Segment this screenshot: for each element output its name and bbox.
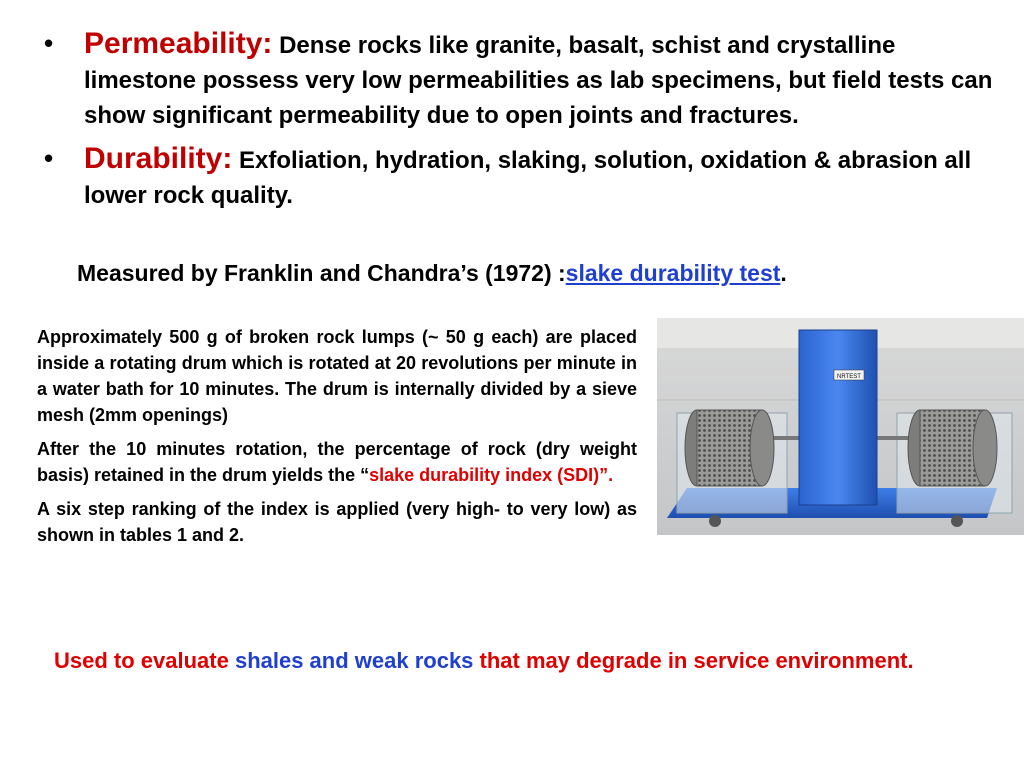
bullet-list [44,26,1004,213]
measured-prefix: Measured by Franklin and Chandra’s (1972) : [77,260,566,286]
slake-durability-test-link[interactable]: slake durability test [565,260,781,286]
bullet-dot: • [44,143,54,173]
durability-term: Durability: [84,142,233,175]
bullet-permeability [44,26,1004,133]
bullet-dot: • [44,28,54,58]
measured-suffix: . [780,260,787,286]
description-block [37,324,637,556]
sdi-paragraph [37,436,637,488]
bullet-durability [44,141,1004,213]
permeability-text: Dense rocks like granite, basalt, schist and crystalline limestone possess very low permeabilities as lab specimens, but field tests can show significant permeability due to open joints and fractures. [84,32,993,129]
slake-durability-apparatus-photo [657,318,1024,535]
durability-text: Exfoliation, hydration, slaking, solution, oxidation & abrasion all lower rock quality. [84,147,972,209]
usage-text-2: that may degrade in service environment. [473,648,914,673]
usage-note [54,646,954,676]
usage-highlight: shales and weak rocks [234,648,474,673]
ranking-paragraph: A six step ranking of the index is applied (very high- to very low) as shown in tables 1 and 2. [37,499,637,545]
usage-text-1: Used to evaluate [54,648,235,673]
sdi-highlight: slake durability index (SDI)”. [369,465,614,485]
permeability-term: Permeability: [84,27,273,60]
label-plate-text: NRTEST [837,374,861,380]
measured-line [77,258,787,288]
sdi-text: After the 10 minutes rotation, the percentage of rock (dry weight basis) retained in the drum yields the “ [37,439,637,485]
motor-tower [799,330,877,505]
procedure-paragraph: Approximately 500 g of broken rock lumps (~ 50 g each) are placed inside a rotating drum which is rotated at 20 revolutions per minute in a water bath for 10 minutes. The drum is internally divided by a sieve mesh (2mm openings) [37,327,637,425]
